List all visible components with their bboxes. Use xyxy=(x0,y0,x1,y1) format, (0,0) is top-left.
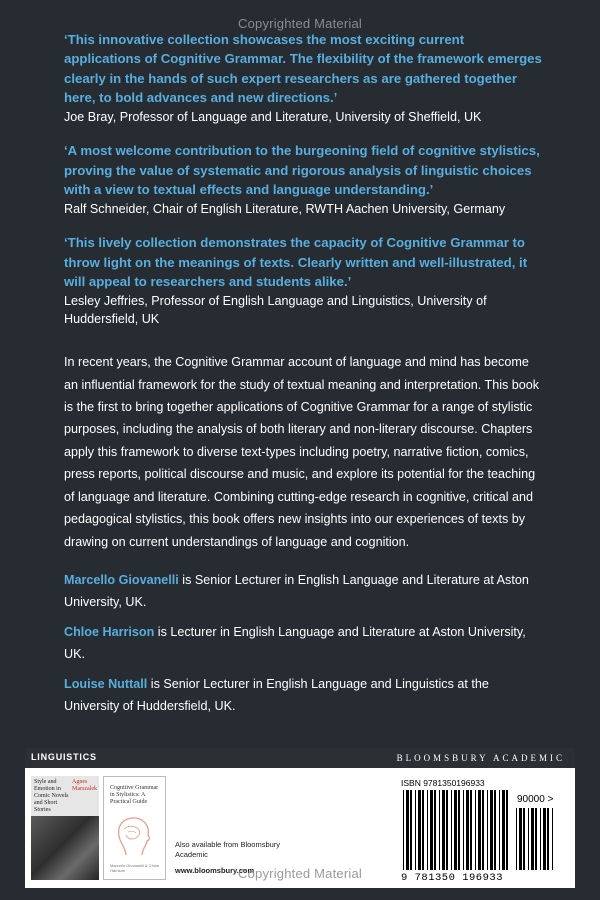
isbn-barcode xyxy=(401,790,513,872)
book-description: In recent years, the Cognitive Grammar account of language and mind has become an influential framework for the study of textual meaning and interpretation. This book is the first to bring together applications of Cognitive Grammar for a range of stylistic purposes, including the analysis of both literary and non-literary discourse. Chapters apply this framework to diverse text-types including poetry, narrative fiction, comics, press reports, political discourse and music, and explore its potential for the teaching of language and literature. Combining cutting-edge research in cognitive, critical and pedagogical stylistics, this book offers new insights into our experiences of texts by drawing on current understandings of language and cognition. xyxy=(64,355,540,549)
author-bio-3 xyxy=(64,673,542,717)
publisher-website[interactable]: www.bloomsbury.com xyxy=(175,866,255,875)
author-bio-text: is Lecturer in English Language and Literature at Aston University, UK. xyxy=(64,624,526,661)
strip-header xyxy=(25,748,575,768)
subject-category: LINGUISTICS xyxy=(31,752,97,762)
author-bio-2 xyxy=(64,621,542,665)
price-code: 90000 > xyxy=(517,794,554,805)
author-bio-text: is Senior Lecturer in English Language and Linguistics at the University of Huddersfield, UK. xyxy=(64,676,489,713)
quote-attribution: Ralf Schneider, Chair of English Literature, RWTH Aachen University, Germany xyxy=(64,201,506,216)
related-book-author: Agnes Marszalek xyxy=(72,779,97,792)
quote-text: ‘A most welcome contribution to the burgeoning field of cognitive stylistics, proving the value of systematic and rigorous analysis of linguistic choices with a view to textual effects and language understanding.’ xyxy=(64,143,540,198)
isbn-barcode-digits: 9 781350 196933 xyxy=(401,872,504,884)
related-book-cover-1 xyxy=(31,776,99,880)
watermark-top: Copyrighted Material xyxy=(238,16,362,31)
related-book-cover-2 xyxy=(103,776,166,880)
author-name: Marcello Giovanelli xyxy=(64,572,179,587)
watermark-bottom: Copyrighted Material xyxy=(238,866,362,881)
publisher-name: BLOOMSBURY ACADEMIC xyxy=(396,753,565,763)
endorsement-quote-3 xyxy=(64,233,542,329)
author-name: Chloe Harrison xyxy=(64,624,155,639)
related-book-author: Marcello Giovanelli & Chloe Harrison xyxy=(110,863,160,873)
isbn-label: ISBN 9781350196933 xyxy=(401,778,485,788)
related-book-title: Cognitive Grammar in Stylistics: A Practical Guide xyxy=(110,785,159,805)
book-cover-header xyxy=(31,776,99,816)
quote-text: ‘This innovative collection showcases the most exciting current applications of Cognitive Grammar. The flexibility of the framework emerges clearly in the hands of such expert researchers as are gathered together here, to bold advances and new directions.’ xyxy=(64,32,542,106)
author-bio-1 xyxy=(64,569,542,613)
quote-attribution: Lesley Jeffries, Professor of English Language and Linguistics, University of Huddersfield, UK xyxy=(64,293,487,327)
author-bio-text: is Senior Lecturer in English Language and Literature at Aston University, UK. xyxy=(64,572,529,609)
endorsement-quote-2 xyxy=(64,141,542,218)
endorsement-quote-1 xyxy=(64,30,542,126)
author-name: Louise Nuttall xyxy=(64,676,148,691)
also-available-text: Also available from Bloomsbury Academic xyxy=(175,840,281,859)
back-cover-content xyxy=(64,30,542,725)
quote-attribution: Joe Bray, Professor of Language and Literature, University of Sheffield, UK xyxy=(64,109,482,124)
head-profile-illustration xyxy=(112,813,158,859)
quote-text: ‘This lively collection demonstrates the capacity of Cognitive Grammar to throw light on the meanings of texts. Clearly written and well-illustrated, it will appeal to researchers and students alike.’ xyxy=(64,235,528,290)
related-book-title: Style and Emotion in Comic Novels and Short Stories xyxy=(34,779,69,813)
price-barcode xyxy=(514,808,556,872)
